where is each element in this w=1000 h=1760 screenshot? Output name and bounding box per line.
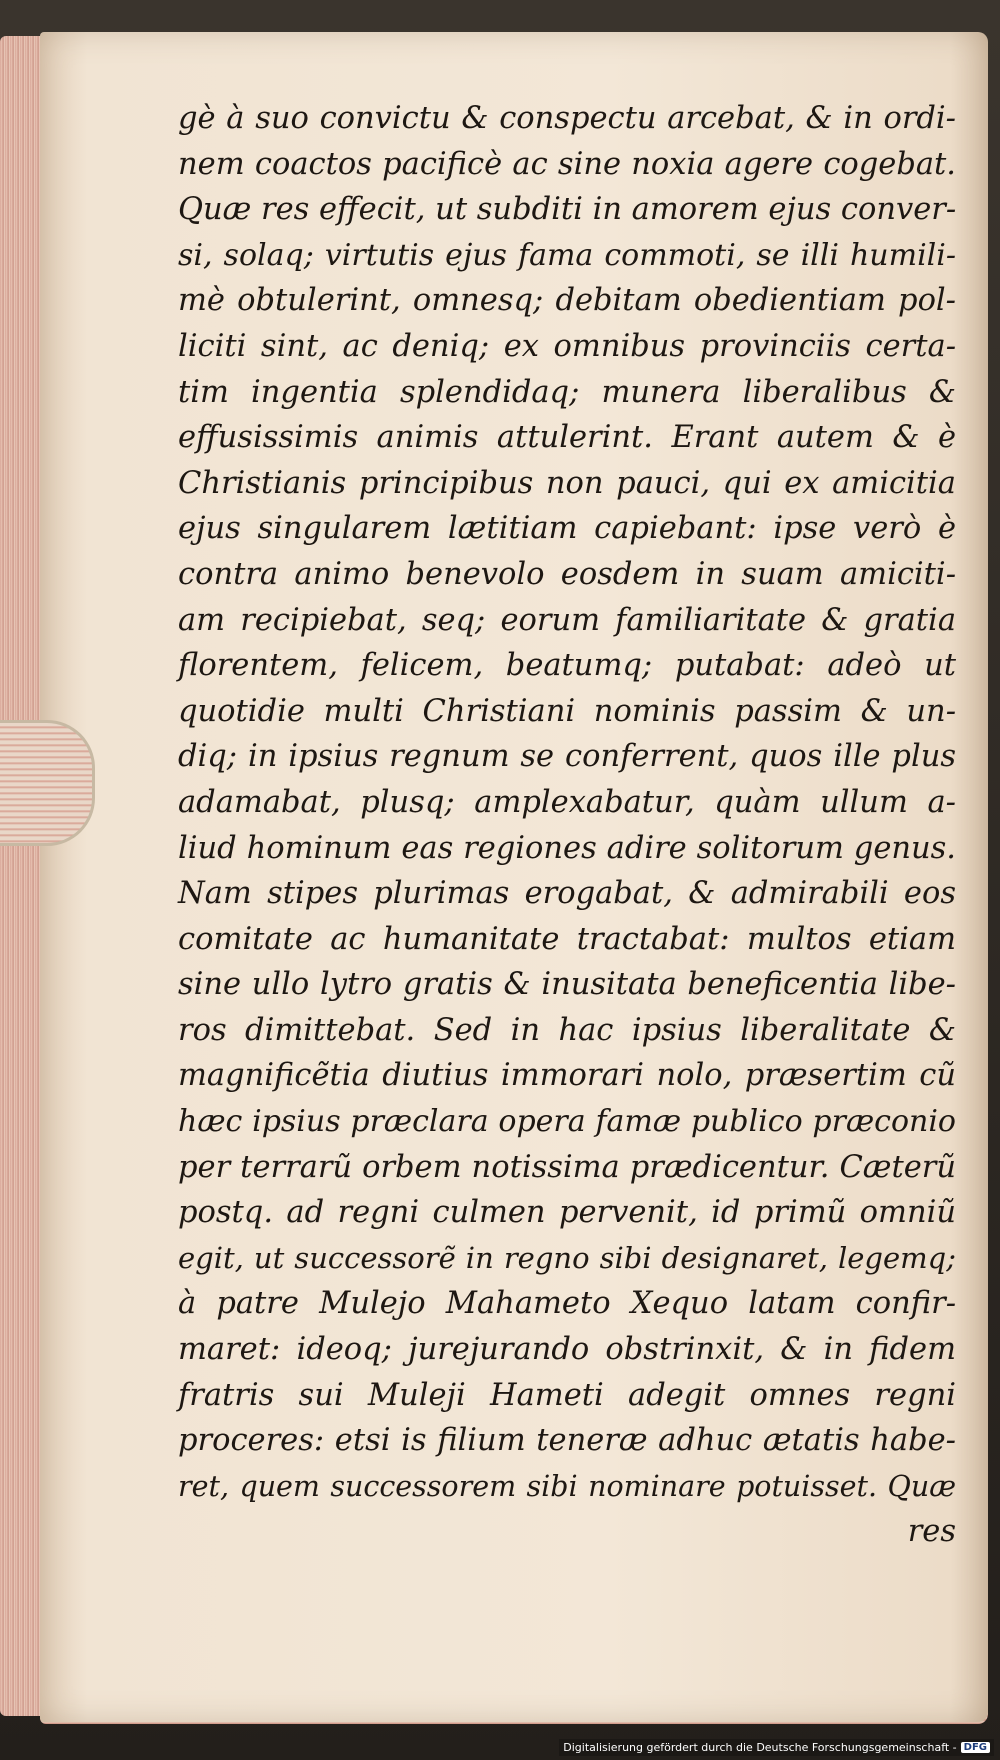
text-line: effusissimis animis attulerint. Erant autem & è xyxy=(178,420,956,456)
text-line: Quæ res effecit, ut subditi in amorem ejus conver- xyxy=(178,192,957,228)
text-line: contra animo benevolo eosdem in suam amiciti- xyxy=(178,556,956,592)
text-line: adamabat, plusq; amplexabatur, quàm ullum a- xyxy=(178,784,956,820)
text-line: mè obtulerint, omnesq; debitam obedientiam pol- xyxy=(178,283,956,319)
text-line: postq. ad regni culmen pervenit, id primũ omniũ xyxy=(178,1195,956,1231)
text-line: tim ingentia splendidaq; munera liberalibus & xyxy=(178,374,956,410)
text-line: nem coactos pacificè ac sine noxia agere cogebat. xyxy=(178,146,956,182)
text-line: am recipiebat, seq; eorum familiaritate & gratia xyxy=(178,602,956,638)
page-clip xyxy=(0,720,95,846)
text-line: ros dimittebat. Sed in hac ipsius liberalitate & xyxy=(178,1012,956,1048)
text-line: fratris sui Muleji Hameti adegit omnes regni xyxy=(178,1377,956,1413)
text-line: florentem, felicem, beatumq; putabat: adeò ut xyxy=(178,648,956,684)
text-line: Christianis principibus non pauci, qui ex amicitia xyxy=(178,465,956,501)
text-line: à patre Mulejo Mahameto Xequo latam confir- xyxy=(178,1286,956,1322)
text-line: proceres: etsi is filium teneræ adhuc ætatis habe- xyxy=(178,1423,956,1459)
text-line: maret: ideoq; jurejurando obstrinxit, & in fidem xyxy=(178,1332,956,1368)
text-line: magnificẽtia diutius immorari nolo, præsertim cũ xyxy=(178,1058,956,1094)
text-line: gè à suo convictu & conspectu arcebat, & in ordi- xyxy=(178,101,956,136)
text-line: hæc ipsius præclara opera famæ publico præconio xyxy=(178,1104,956,1140)
dfg-logo: DFG xyxy=(961,1742,990,1753)
text-line: Nam stipes plurimas erogabat, & admirabili eos xyxy=(178,876,956,912)
page-text xyxy=(178,96,956,1555)
catchword: res xyxy=(907,1514,956,1550)
text-line: per terrarũ orbem notissima prædicentur. Cæterũ xyxy=(178,1149,956,1185)
text-line: si, solaq; virtutis ejus fama commoti, se illi humili- xyxy=(178,237,956,273)
text-line: sine ullo lytro gratis & inusitata beneficentia libe- xyxy=(178,967,956,1003)
credit-text: Digitalisierung gefördert durch die Deutsche Forschungsgemeinschaft - xyxy=(563,1741,957,1754)
text-line: egit, ut successorẽ in regno sibi designaret, legemq; xyxy=(178,1240,956,1275)
text-line: comitate ac humanitate tractabat: multos etiam xyxy=(178,921,956,957)
text-line: diq; in ipsius regnum se conferrent, quos ille plus xyxy=(178,739,956,775)
text-line: liud hominum eas regiones adire solitorum genus. xyxy=(178,830,956,866)
text-line: liciti sint, ac deniq; ex omnibus provinciis certa- xyxy=(178,328,956,364)
text-line: quotidie multi Christiani nominis passim & un- xyxy=(178,693,956,729)
digitization-credit xyxy=(559,1739,994,1756)
text-line: ret, quem successorem sibi nominare potuisset. Quæ xyxy=(178,1469,956,1503)
text-line: ejus singularem lætitiam capiebant: ipse verò è xyxy=(178,511,956,547)
